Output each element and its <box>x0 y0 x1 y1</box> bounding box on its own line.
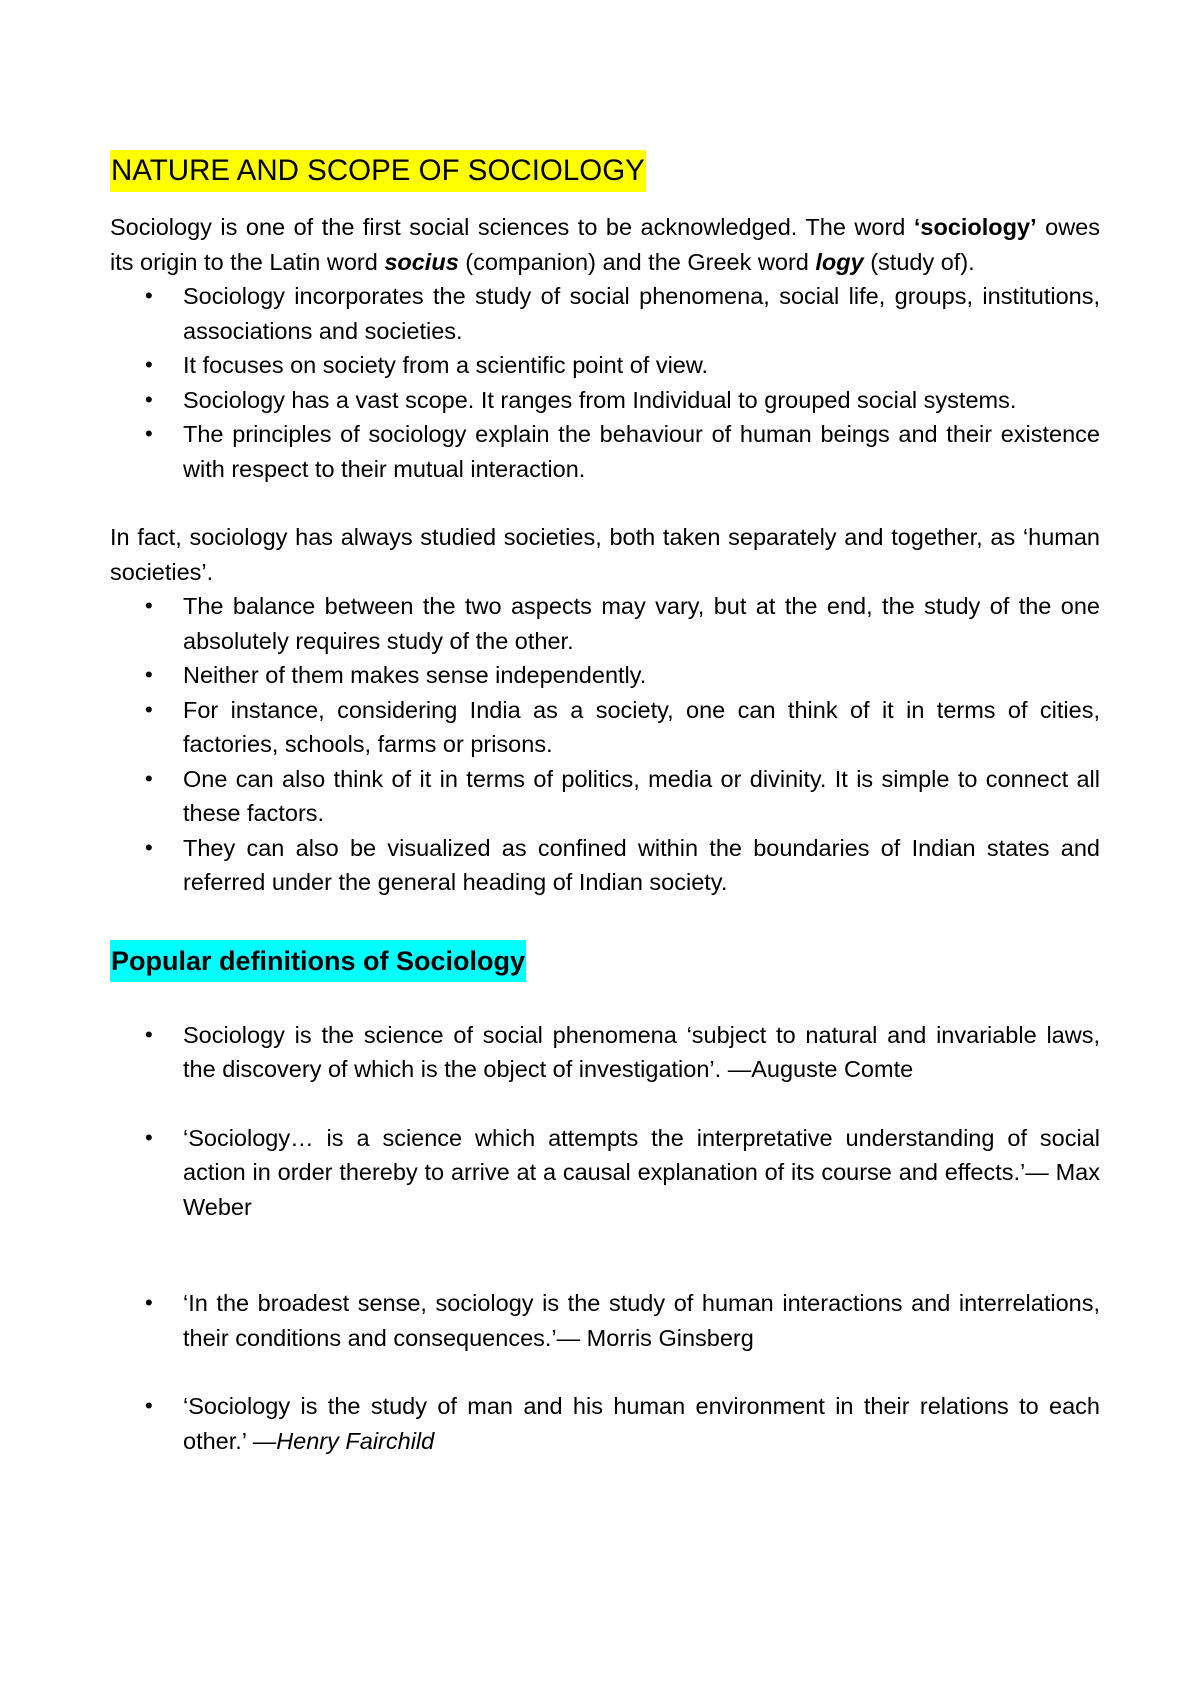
bullet-icon: • <box>145 1124 153 1150</box>
bullet-icon: • <box>145 696 153 722</box>
bullet-icon: • <box>145 386 153 412</box>
spacer <box>183 1087 1100 1121</box>
bullet-icon: • <box>145 1393 153 1418</box>
section-title-definitions: Popular definitions of Sociology <box>110 940 526 982</box>
bullet-icon: • <box>145 1290 153 1315</box>
spacer <box>183 1355 1100 1389</box>
definitions-list <box>110 1018 1100 1459</box>
bullet-icon: • <box>145 421 153 446</box>
intro-text-1: Sociology is one of the first social sciences to be acknowledged. The word <box>110 214 914 240</box>
intro-text-3: (companion) and the Greek word <box>458 248 816 275</box>
definition-weber: • ‘Sociology… is a science which attempts the interpretative understanding of social action in order thereby to arrive at a causal explanation of its course and effects.’— Max Weber <box>183 1121 1100 1225</box>
term-socius: socius <box>384 248 459 275</box>
list-item: • The principles of sociology explain the behaviour of human beings and their existence with respect to their mutual interaction. <box>183 417 1100 486</box>
list-item: • Neither of them makes sense independently. <box>183 658 1100 693</box>
definition-fairchild: • ‘Sociology is the study of man and his human environment in their relations to each other.’ —Henry Fairchild <box>183 1389 1100 1458</box>
spacer <box>110 486 1100 520</box>
bullet-icon: • <box>145 1021 153 1047</box>
list-item: • For instance, considering India as a society, one can think of it in terms of cities, factories, schools, farms or prisons. <box>183 693 1100 762</box>
bullet-icon: • <box>145 352 153 377</box>
definition-comte: • Sociology is the science of social phenomena ‘subject to natural and invariable laws, the discovery of which is the object of investigation’. —Auguste Comte <box>183 1018 1100 1087</box>
spacer <box>110 1000 1100 1018</box>
list-item: • Sociology has a vast scope. It ranges from Individual to grouped social systems. <box>183 383 1100 418</box>
definition-ginsberg: • ‘In the broadest sense, sociology is the study of human interactions and interrelations, their conditions and consequences.’— Morris Ginsberg <box>183 1286 1100 1355</box>
spacer <box>183 1224 1100 1286</box>
intro-text-2: owes its origin to the Latin word <box>110 214 1100 275</box>
bullet-icon: • <box>145 283 153 308</box>
list-item: • The balance between the two aspects may vary, but at the end, the study of the one absolutely requires study of the other. <box>183 589 1100 658</box>
term-sociology: ‘sociology’ <box>913 214 1037 240</box>
intro-paragraph <box>110 210 1100 279</box>
spacer <box>110 900 1100 940</box>
document-content <box>110 150 1100 1458</box>
bullet-icon: • <box>145 662 153 687</box>
term-logy: logy <box>815 248 864 275</box>
bullet-icon: • <box>145 765 153 791</box>
list-item: • One can also think of it in terms of politics, media or divinity. It is simple to connect all these factors. <box>183 762 1100 831</box>
author-fairchild: —Henry Fairchild <box>252 1427 435 1454</box>
section-title-nature-scope: NATURE AND SCOPE OF SOCIOLOGY <box>110 150 646 192</box>
intro-text-4: (study of). <box>863 248 975 275</box>
bullet-list-societies <box>110 589 1100 900</box>
list-item: • They can also be visualized as confined within the boundaries of Indian states and referred under the general heading of Indian society. <box>183 831 1100 900</box>
bullet-list-scope <box>110 279 1100 486</box>
bullet-icon: • <box>145 834 153 860</box>
human-societies-paragraph: In fact, sociology has always studied societies, both taken separately and together, as ‘human societies’. <box>110 524 1100 585</box>
list-item: • Sociology incorporates the study of social phenomena, social life, groups, institutions, associations and societies. <box>183 279 1100 348</box>
list-item: • It focuses on society from a scientific point of view. <box>183 348 1100 383</box>
bullet-icon: • <box>145 593 153 618</box>
